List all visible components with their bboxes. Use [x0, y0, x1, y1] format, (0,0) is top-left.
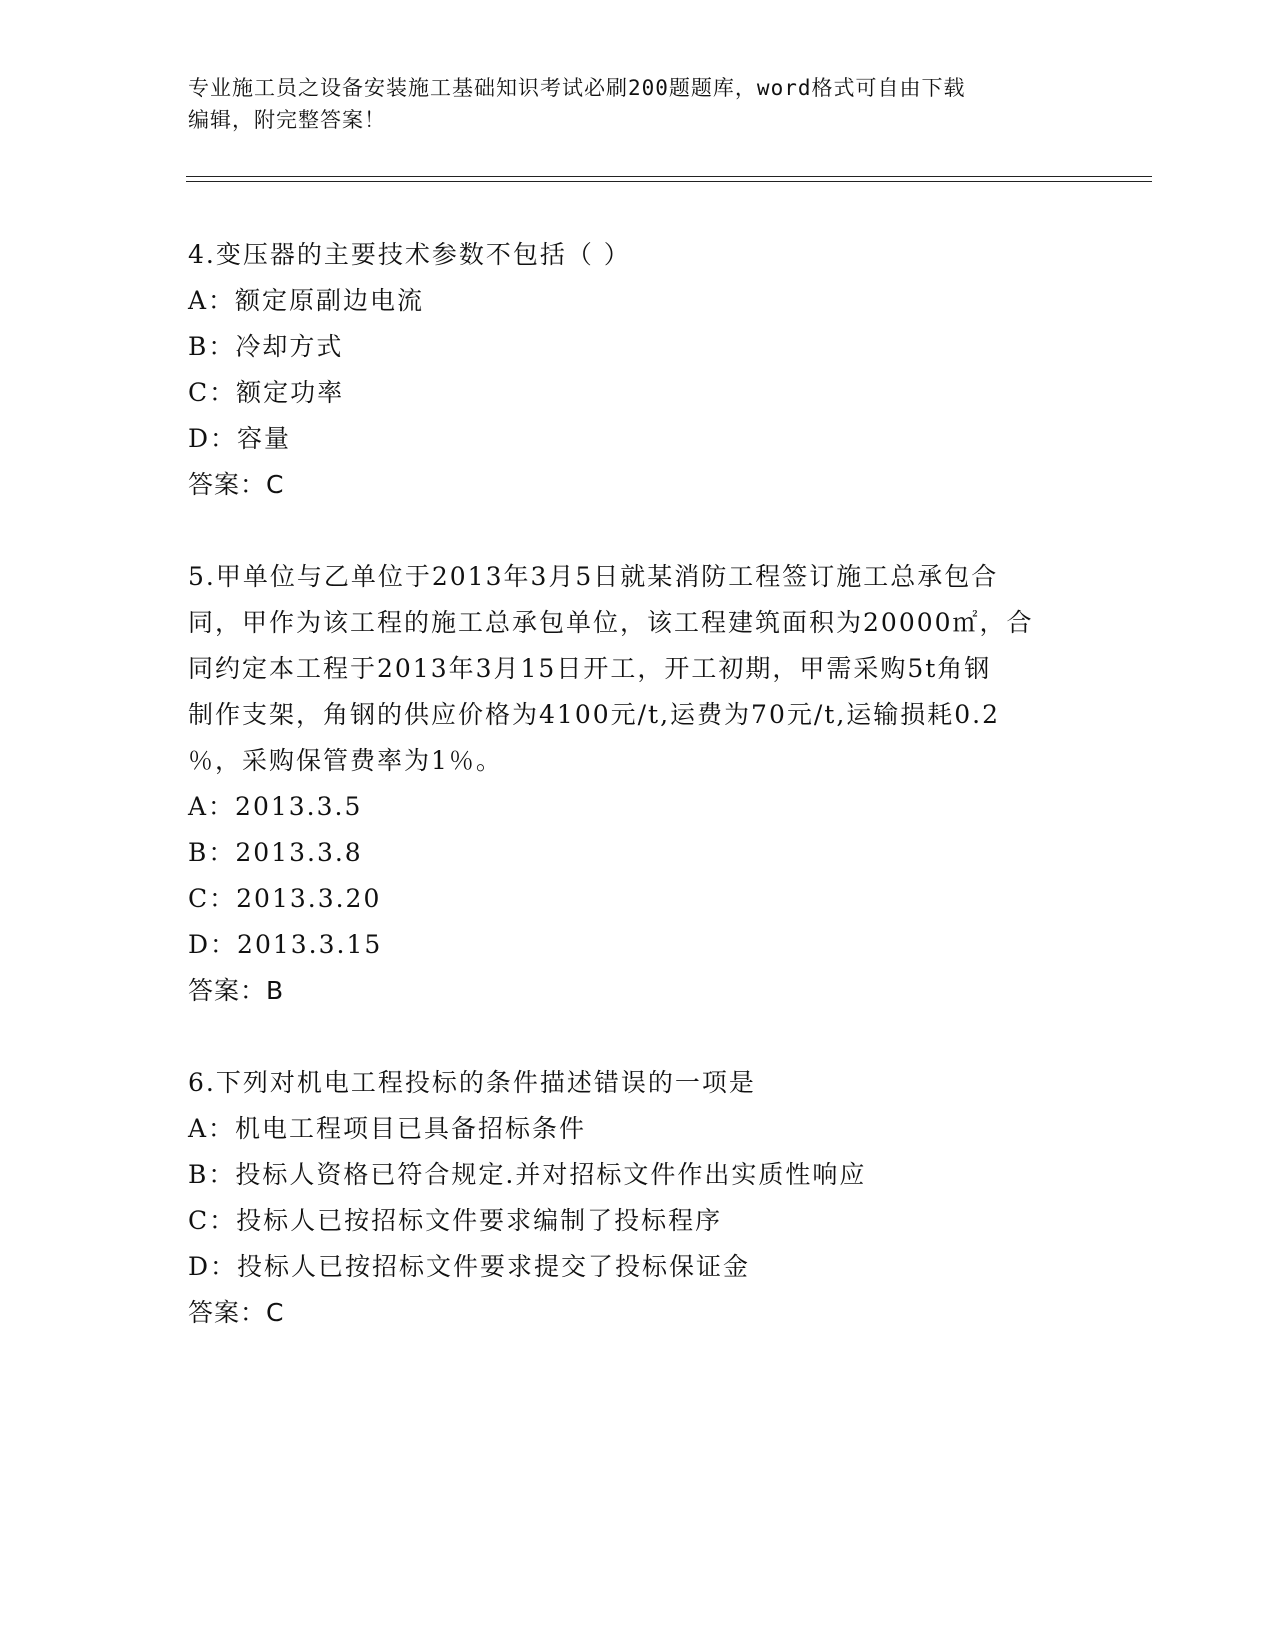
question-stem-line-1: 5.甲单位与乙单位于2013年3月5日就某消防工程签订施工总承包合	[188, 562, 999, 591]
option-d: D：容量	[188, 424, 292, 453]
answer-line: 答案：C	[188, 470, 285, 499]
question-stem-line-4: 制作支架，角钢的供应价格为4100元/t,运费为70元/t,运输损耗0.2	[188, 700, 1001, 729]
option-c: C：投标人已按招标文件要求编制了投标程序	[188, 1206, 723, 1235]
option-c: C：额定功率	[188, 378, 345, 407]
question-list	[188, 232, 1088, 1382]
option-d: D：投标人已按招标文件要求提交了投标保证金	[188, 1252, 751, 1281]
answer-line: 答案：B	[188, 976, 285, 1005]
question-stem-line-5: ％，采购保管费率为1％。	[188, 746, 503, 775]
option-c: C：2013.3.20	[188, 884, 382, 913]
question-stem-line-2: 同，甲作为该工程的施工总承包单位，该工程建筑面积为20000㎡，合	[188, 608, 1034, 637]
document-header	[188, 72, 1088, 136]
question-5	[188, 554, 1088, 1014]
question-stem: 6.下列对机电工程投标的条件描述错误的一项是	[188, 1068, 756, 1097]
header-divider-bottom	[186, 181, 1152, 182]
option-a: A：额定原副边电流	[188, 286, 425, 315]
header-line-2: 编辑，附完整答案！	[188, 108, 386, 132]
header-divider-top	[186, 176, 1152, 177]
question-stem: 4.变压器的主要技术参数不包括（ ）	[188, 240, 631, 269]
header-line-1: 专业施工员之设备安装施工基础知识考试必刷200题题库，word格式可自由下载	[188, 76, 966, 100]
question-stem-line-3: 同约定本工程于2013年3月15日开工，开工初期，甲需采购5t角钢	[188, 654, 992, 683]
option-b: B：投标人资格已符合规定.并对招标文件作出实质性响应	[188, 1160, 867, 1189]
option-a: A：2013.3.5	[188, 792, 363, 821]
option-a: A：机电工程项目已具备招标条件	[188, 1114, 587, 1143]
question-6	[188, 1060, 1088, 1336]
question-4	[188, 232, 1088, 508]
answer-line: 答案：C	[188, 1298, 285, 1327]
option-b: B：2013.3.8	[188, 838, 363, 867]
option-d: D：2013.3.15	[188, 930, 383, 959]
option-b: B：冷却方式	[188, 332, 344, 361]
